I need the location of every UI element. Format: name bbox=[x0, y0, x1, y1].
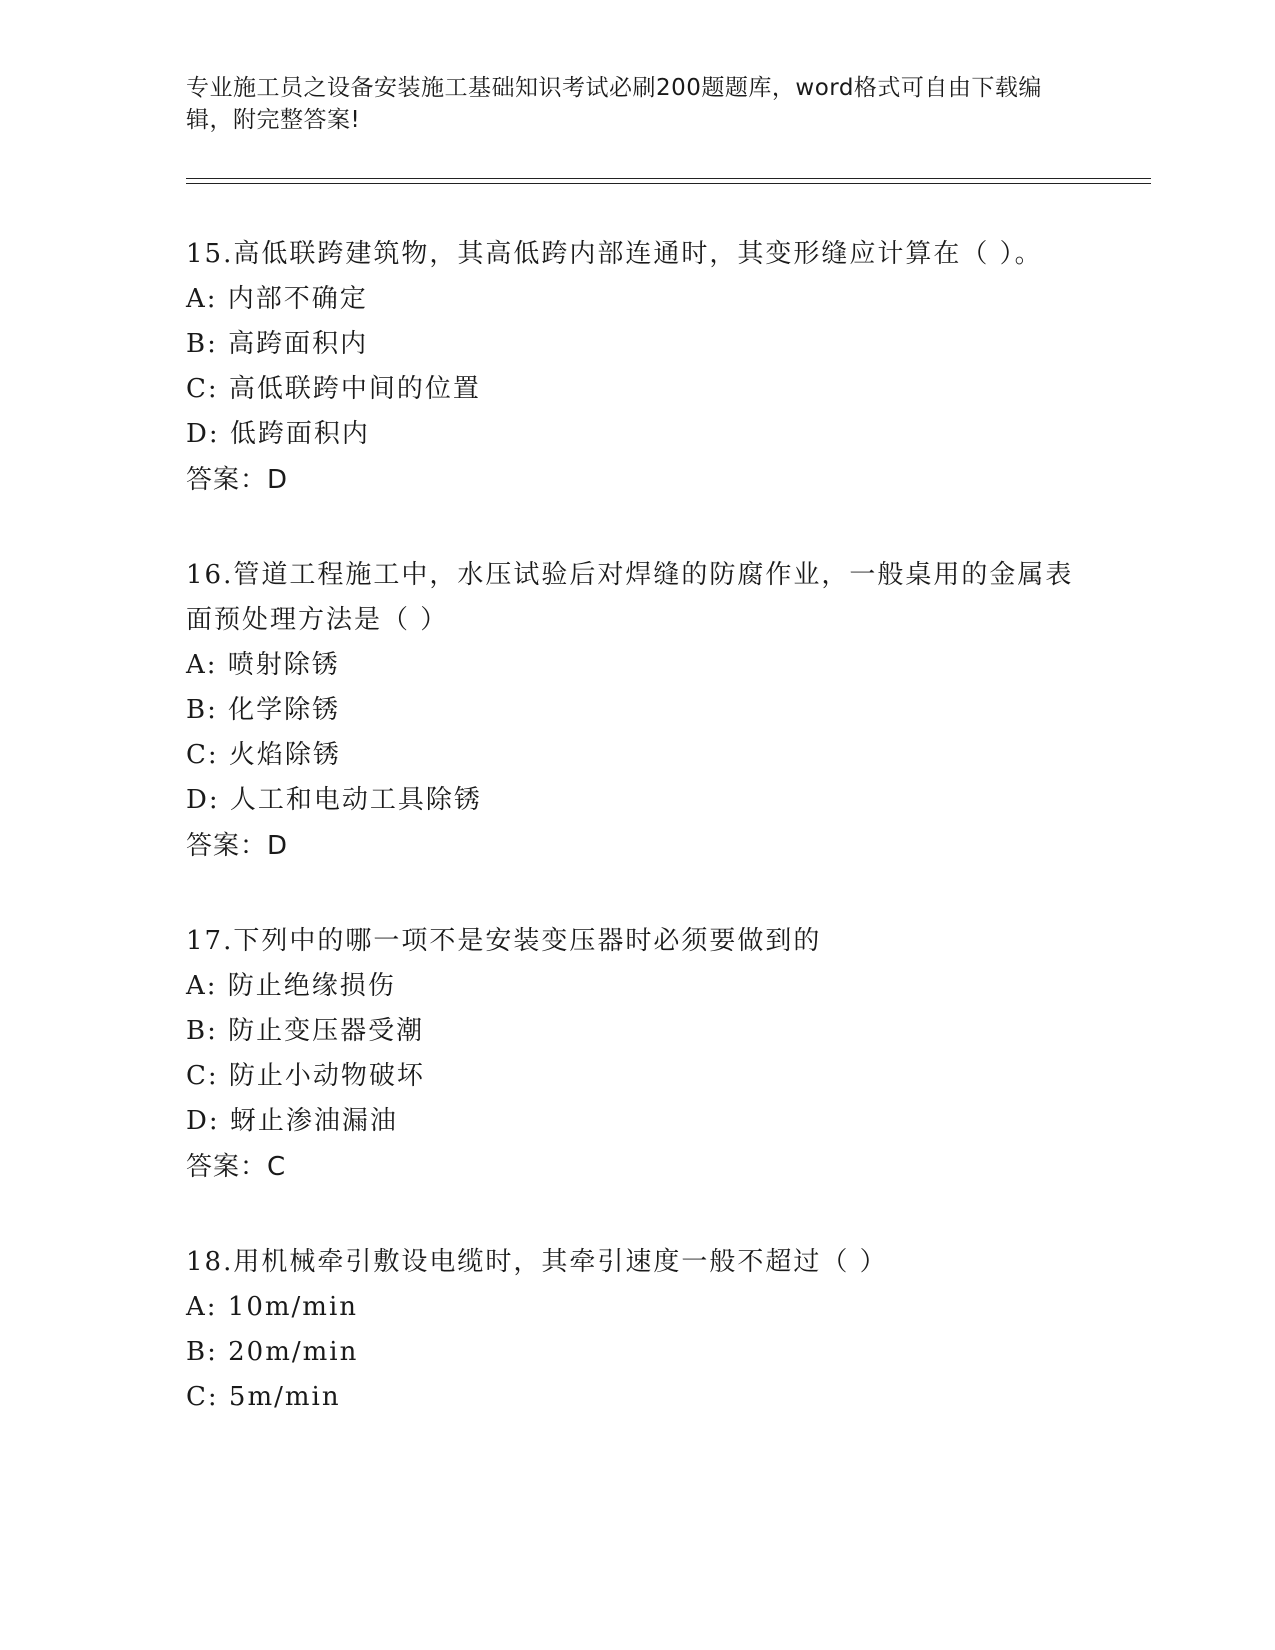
option-a: A: 内部不确定 bbox=[186, 284, 368, 314]
answer: 答案：C bbox=[186, 1152, 287, 1182]
option-d: D: 人工和电动工具除锈 bbox=[186, 785, 482, 815]
question-stem: 17.下列中的哪一项不是安装变压器时必须要做到的 bbox=[186, 926, 822, 956]
question-stem: 18.用机械牵引敷设电缆时，其牵引速度一般不超过（ ） bbox=[186, 1247, 888, 1277]
option-b: B: 20m/min bbox=[186, 1337, 359, 1367]
option-c: C: 5m/min bbox=[186, 1382, 341, 1412]
option-c: C: 防止小动物破坏 bbox=[186, 1061, 425, 1091]
question-stem: 15.高低联跨建筑物，其高低跨内部连通时，其变形缝应计算在（ ）。 bbox=[186, 239, 1043, 269]
option-b: B: 高跨面积内 bbox=[186, 329, 369, 359]
question-stem: 16.管道工程施工中，水压试验后对焊缝的防腐作业，一般桌用的金属表面预处理方法是（ ） bbox=[186, 560, 1074, 635]
option-d: D: 蚜止渗油漏油 bbox=[186, 1106, 398, 1136]
option-a: A: 10m/min bbox=[186, 1292, 359, 1322]
option-b: B: 化学除锈 bbox=[186, 695, 341, 725]
question-18 bbox=[186, 1240, 1086, 1420]
answer: 答案：D bbox=[186, 831, 289, 861]
option-a: A: 防止绝缘损伤 bbox=[186, 971, 396, 1001]
option-d: D: 低跨面积内 bbox=[186, 419, 370, 449]
header-divider-top bbox=[186, 178, 1151, 179]
option-a: A: 喷射除锈 bbox=[186, 650, 340, 680]
question-17 bbox=[186, 919, 1086, 1190]
header-divider-bottom bbox=[186, 183, 1151, 184]
document-header: 专业施工员之设备安装施工基础知识考试必刷200题题库，word格式可自由下载编辑，附完整答案! bbox=[186, 75, 1042, 133]
option-b: B: 防止变压器受潮 bbox=[186, 1016, 425, 1046]
question-16 bbox=[186, 553, 1086, 869]
question-15 bbox=[186, 232, 1086, 503]
question-list bbox=[186, 232, 1086, 1470]
option-c: C: 火焰除锈 bbox=[186, 740, 341, 770]
option-c: C: 高低联跨中间的位置 bbox=[186, 374, 481, 404]
answer: 答案：D bbox=[186, 465, 289, 495]
